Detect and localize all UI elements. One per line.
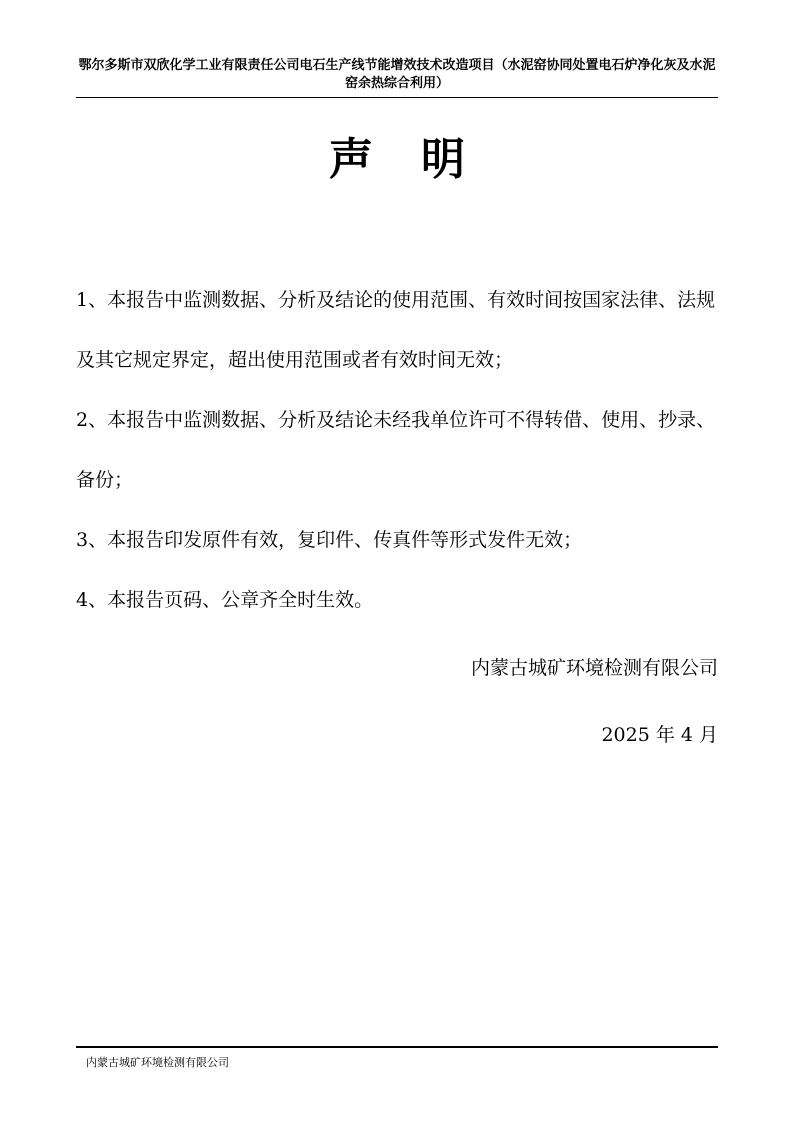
header-text: 鄂尔多斯市双欣化学工业有限责任公司电石生产线节能增效技术改造项目（水泥窑协同处置电石炉净化灰及水泥窑余热综合利用） <box>78 58 716 91</box>
statement-item-2: 2、本报告中监测数据、分析及结论未经我单位许可不得转借、使用、抄录、备份； <box>76 409 716 491</box>
page-footer <box>76 1046 718 1070</box>
footer-text: 内蒙古城矿环境检测有限公司 <box>86 1056 229 1069</box>
statement-item-3: 3、本报告印发原件有效，复印件、传真件等形式发件无效； <box>76 529 583 551</box>
signature-date: 2025 年 4 月 <box>601 724 718 746</box>
document-title: 声明 <box>329 134 513 185</box>
statement-item-1: 1、本报告中监测数据、分析及结论的使用范围、有效时间按国家法律、法规及其它规定界定，超出使用范围或者有效时间无效； <box>76 289 716 371</box>
statement-item-4: 4、本报告页码、公章齐全时生效。 <box>76 589 374 611</box>
signature-company: 内蒙古城矿环境检测有限公司 <box>470 657 718 679</box>
statement-list <box>76 270 718 630</box>
page-header <box>76 57 718 98</box>
